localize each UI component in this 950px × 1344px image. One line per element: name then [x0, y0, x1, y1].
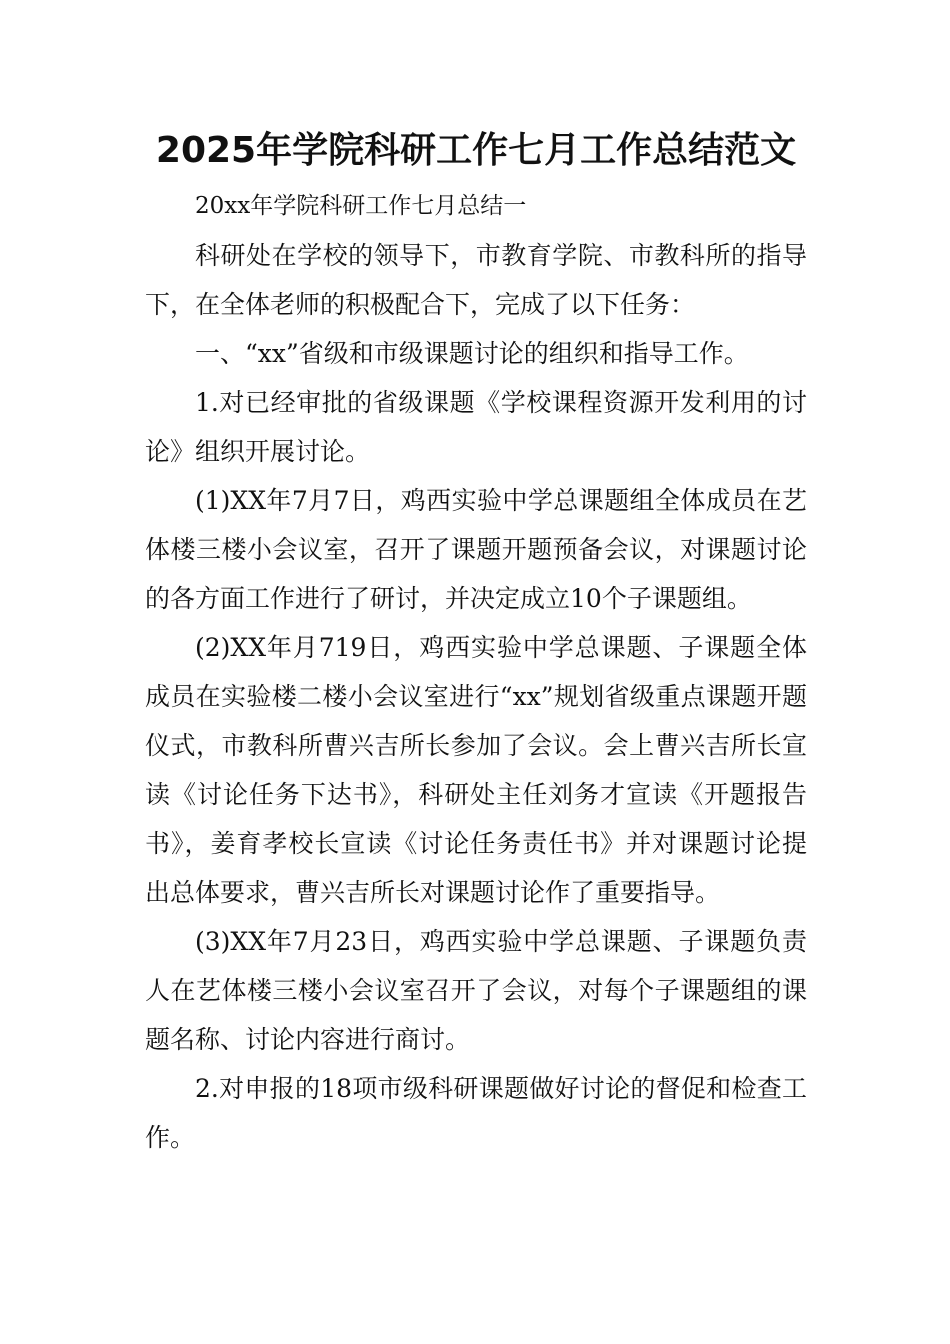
paragraph-item-1-2: (2)XX年月719日，鸡西实验中学总课题、子课题全体成员在实验楼二楼小会议室进行“xx”规划省级重点课题开题仪式，市教科所曹兴吉所长参加了会议。会上曹兴吉所长宣读《讨论任务下达书》，科研处主任刘务才宣读《开题报告书》，姜育孝校长宣读《讨论任务责任书》并对课题讨论提出总体要求，曹兴吉所长对课题讨论作了重要指导。 [145, 633, 807, 907]
document-title: 2025年学院科研工作七月工作总结范文 [155, 130, 797, 171]
section-subtitle: 20xx年学院科研工作七月总结一 [195, 193, 527, 219]
paragraph-section-one-heading: 一、“xx”省级和市级课题讨论的组织和指导工作。 [195, 339, 749, 368]
document-body [145, 120, 807, 1162]
paragraph-item-1-3: (3)XX年7月23日，鸡西实验中学总课题、子课题负责人在艺体楼三楼小会议室召开了会议，对每个子课题组的课题名称、讨论内容进行商讨。 [145, 927, 807, 1054]
paragraph-item-1: 1.对已经审批的省级课题《学校课程资源开发利用的讨论》组织开展讨论。 [145, 388, 807, 466]
paragraph-intro: 科研处在学校的领导下，市教育学院、市教科所的指导下，在全体老师的积极配合下，完成了以下任务： [145, 241, 807, 319]
paragraph-item-1-1: (1)XX年7月7日，鸡西实验中学总课题组全体成员在艺体楼三楼小会议室，召开了课题开题预备会议，对课题讨论的各方面工作进行了研讨，并决定成立10个子课题组。 [145, 486, 807, 613]
paragraph-item-2: 2.对申报的18项市级科研课题做好讨论的督促和检查工作。 [145, 1074, 807, 1152]
